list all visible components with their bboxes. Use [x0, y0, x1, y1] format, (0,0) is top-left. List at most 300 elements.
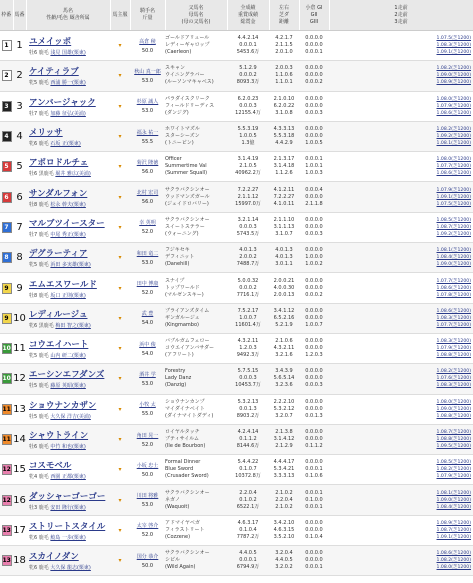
horse-name-link[interactable]: ストリートスタイル	[29, 521, 106, 532]
course-cell: 3.2.0.4 4.4.0.5 3.2.0.2	[269, 546, 299, 576]
horse-info: 牝4 鹿毛 西園 正都(栗東)	[29, 474, 86, 481]
totals-cell: 5.3.2.13 0.0.1.3 8903.2万	[227, 394, 269, 424]
waku-badge: 2	[2, 70, 12, 81]
horse-info: 牡7 鹿毛 中尾 秀正(栗東)	[29, 231, 86, 238]
waku-cell	[0, 364, 13, 394]
course-cell: 2.1.0.10 6.2.0.22 3.1.0.8	[269, 91, 299, 121]
recent-race-3[interactable]: 1.08.9(芝1200)	[436, 80, 471, 86]
recent-race-1[interactable]: 1.08.5(芝1200)	[436, 460, 471, 466]
silks-icon: ▾	[110, 303, 130, 333]
recent-race-1[interactable]: 1.08.2(芝1200)	[436, 369, 471, 375]
recent-races-cell[interactable]	[329, 364, 473, 394]
horse-name-link[interactable]: ダッシャーゴーゴー	[29, 491, 106, 502]
waku-cell	[0, 303, 13, 333]
recent-race-3[interactable]: 1.09.0(芝1200)	[436, 262, 471, 268]
horse-name-link[interactable]: ケイティラブ	[29, 67, 79, 78]
totals-cell: 5.4.4.22 0.1.0.7 10372.8万	[227, 455, 269, 485]
recent-race-3[interactable]: 1.08.3(芝1200)	[436, 383, 471, 389]
waku-cell	[0, 424, 13, 454]
horse-cell	[26, 243, 110, 273]
recent-races-cell[interactable]	[329, 273, 473, 303]
horse-name-link[interactable]: アポロドルチェ	[29, 158, 89, 169]
horse-name-link[interactable]: マルブツイースター	[29, 218, 105, 229]
jockey-link[interactable]: 小坂 忠士	[136, 462, 159, 469]
waku-cell	[0, 121, 13, 151]
waku-cell	[0, 485, 13, 515]
recent-races-cell[interactable]	[329, 91, 473, 121]
totals-cell: 4.4.2.14 0.0.0.1 5453.6万	[227, 31, 269, 61]
recent-race-2[interactable]: 1.08.8(芝1200)	[436, 437, 471, 442]
horse-number: 18	[13, 546, 26, 576]
horse-cell	[26, 212, 110, 242]
horse-number: 12	[13, 364, 26, 394]
weight: 53.0	[141, 259, 154, 266]
jockey-link[interactable]: 川田 将雅	[136, 493, 159, 500]
waku-cell	[0, 91, 13, 121]
pedigree-cell: サクラバクシンオー ネガノ (Waquoit)	[165, 485, 227, 515]
waku-cell	[0, 333, 13, 363]
horse-cell	[26, 394, 110, 424]
course-cell: 4.1.2.11 7.2.2.27 4.1.0.11	[269, 182, 299, 212]
jockey-link[interactable]: 角田 晃一	[136, 432, 159, 439]
weight: 56.0	[141, 168, 154, 175]
table-row	[0, 515, 473, 545]
table-row	[0, 31, 473, 61]
pedigree-cell: ゴールドアリュール レディーギャロップ (Caerleon)	[165, 31, 227, 61]
totals-cell: 3.1.4.19 2.1.0.5 40962.2万	[227, 152, 269, 182]
recent-race-2[interactable]: 1.08.7(芝1200)	[436, 527, 471, 533]
jockey-link[interactable]: 国分 恭介	[136, 553, 159, 560]
recent-race-3[interactable]: 1.09.5(芝1200)	[436, 444, 471, 449]
totals-cell: 4.0.1.3 2.0.0.2 7488.7万	[227, 243, 269, 273]
jockey-cell	[130, 424, 165, 454]
recent-race-2[interactable]: 1.09.0(芝1200)	[436, 73, 471, 79]
horse-name-link[interactable]: ショウナンカザン	[29, 400, 97, 411]
weight: 54.0	[141, 320, 154, 327]
recent-race-1[interactable]: 1.08.0(芝1200)	[436, 157, 471, 163]
silks-icon: ▾	[110, 243, 130, 273]
jockey-cell	[130, 485, 165, 515]
horse-number: 16	[13, 485, 26, 515]
recent-race-2[interactable]: 1.08.3(芝1200)	[436, 43, 471, 49]
recent-race-1[interactable]: 1.08.2(芝1200)	[436, 66, 471, 72]
trainer-link[interactable]: 大久保 洋吉(美浦)	[50, 413, 91, 420]
pedigree-cell: バブルガムフェロー コウエイアンバサダー (アフリート)	[165, 333, 227, 363]
totals-cell: 4.3.2.11 1.2.0.3 9492.3万	[227, 333, 269, 363]
jockey-cell	[130, 303, 165, 333]
grade-cell: 0.0.0.0 0.0.0.0 0.0.0.1	[299, 546, 329, 576]
pedigree-cell: サクラバクシンオー ウッドマンズガール (ジェイドロバリー)	[165, 182, 227, 212]
jockey-link[interactable]: 福永 祐一	[136, 129, 159, 136]
recent-races-cell[interactable]	[329, 515, 473, 545]
totals-cell: 7.2.2.27 2.1.1.12 15997.0万	[227, 182, 269, 212]
course-cell: 3.4.2.10 4.6.3.15 3.5.2.10	[269, 515, 299, 545]
totals-cell: 5.5.3.19 1.0.0.5 1.3億	[227, 121, 269, 151]
recent-race-2[interactable]: 1.09.1(芝1200)	[436, 194, 471, 200]
grade-cell: 0.0.0.0 0.0.0.0 1.2.0.3	[299, 333, 329, 363]
horse-name-link[interactable]: シャウトライン	[29, 431, 89, 441]
header-recent: 1走前 2走前 3走前	[329, 0, 473, 31]
recent-race-3[interactable]: 1.09.1(芝1200)	[436, 534, 471, 540]
horse-info: 牡5 鹿毛 大久保 洋吉(美浦)	[29, 413, 91, 420]
grade-cell: 0.0.0.0 1.0.0.0 1.0.0.2	[299, 243, 329, 273]
table-row	[0, 91, 473, 121]
totals-cell: 6.2.0.23 0.0.0.3 12155.4万	[227, 91, 269, 121]
course-cell: 2.1.0.6 4.3.2.11 3.2.1.6	[269, 333, 299, 363]
pedigree-cell: ロイヤルタッチ ブティサイルム (Ile de Bourbon)	[165, 424, 227, 454]
jockey-link[interactable]: 幸 英明	[139, 220, 156, 227]
jockey-cell	[130, 212, 165, 242]
horse-info: 牡7 鹿毛 加藤 征弘(美浦)	[29, 110, 86, 117]
jockey-link[interactable]: 北村 宏司	[136, 190, 159, 197]
grade-cell: 0.0.0.0 0.0.0.1 0.1.0.6	[299, 455, 329, 485]
recent-race-2[interactable]: 1.07.6(芝1200)	[436, 376, 471, 382]
jockey-link[interactable]: 浜中 俊	[139, 341, 156, 348]
recent-races-cell[interactable]	[329, 455, 473, 485]
horse-name-link[interactable]: サンダルフォン	[29, 188, 88, 199]
jockey-cell	[130, 243, 165, 273]
waku-cell	[0, 212, 13, 242]
totals-cell: 2.2.0.4 0.1.0.2 6522.1万	[227, 485, 269, 515]
recent-race-3[interactable]: 1.07.5(芝1200)	[436, 201, 471, 207]
jockey-link[interactable]: 高倉 稜	[139, 38, 156, 45]
horse-info: 牝6 鹿毛 大久保 龍志(栗東)	[29, 565, 91, 572]
trainer-link[interactable]: 藤原 英昭(栗東)	[50, 383, 86, 390]
horse-info: 牡6 黒鹿毛 堀井 雅広(美浦)	[29, 171, 91, 178]
horse-number: 17	[13, 515, 26, 545]
waku-badge: 5	[2, 161, 12, 172]
recent-race-3[interactable]: 1.08.6(芝1200)	[436, 110, 471, 116]
jockey-cell	[130, 152, 165, 182]
jockey-link[interactable]: 秋山 真一郎	[134, 68, 161, 75]
recent-races-cell[interactable]	[329, 243, 473, 273]
waku-badge: 13	[2, 526, 11, 534]
recent-race-3[interactable]: 1.08.8(芝1200)	[436, 353, 471, 359]
horse-info: 牡5 鹿毛 藤原 英昭(栗東)	[29, 383, 86, 390]
table-row	[0, 455, 473, 485]
pedigree-cell: パラダイスクリーク フィールドリーディス (ダンジグ)	[165, 91, 227, 121]
horse-name-link[interactable]: スカイノダン	[29, 552, 79, 563]
horse-info: 牡6 鹿毛 浅見 国雄(栗東)	[29, 50, 86, 57]
trainer-link[interactable]: 安田 隆行(栗東)	[50, 504, 86, 511]
horse-cell	[26, 424, 110, 454]
jockey-cell	[130, 455, 165, 485]
silks-icon: ▾	[110, 515, 130, 545]
pedigree-cell: ホワイトマズル スターシーズン (トニービン)	[165, 121, 227, 151]
recent-race-2[interactable]: 1.07.9(芝1200)	[436, 103, 471, 109]
recent-races-cell[interactable]	[329, 394, 473, 424]
recent-race-1[interactable]: 1.08.2(芝1200)	[436, 127, 471, 133]
recent-race-1[interactable]: 1.08.6(芝1200)	[436, 308, 471, 314]
grade-cell: 0.0.0.0 0.0.0.0 0.0.0.2	[299, 61, 329, 91]
silks-icon: ▾	[110, 91, 130, 121]
waku-badge: 11	[2, 405, 11, 413]
weight: 53.0	[141, 108, 154, 115]
horse-name-link[interactable]: コウエイハート	[29, 340, 89, 351]
recent-race-1[interactable]: 1.08.7(芝1200)	[436, 430, 471, 435]
recent-race-2[interactable]: 1.08.2(芝1200)	[436, 558, 471, 564]
jockey-cell	[130, 394, 165, 424]
recent-race-1[interactable]: 1.08.0(芝1200)	[436, 96, 471, 102]
horse-cell	[26, 121, 110, 151]
recent-race-1[interactable]: 1.07.9(芝1200)	[436, 187, 471, 193]
waku-badge: 7	[2, 222, 12, 233]
recent-races-cell[interactable]	[329, 182, 473, 212]
recent-race-3[interactable]: 1.08.0(芝1200)	[436, 565, 471, 571]
pedigree-cell: ブライアンズタイム ギンガルージュ (Kingmambo)	[165, 303, 227, 333]
recent-race-3[interactable]: 1.07.9(芝1200)	[436, 474, 471, 480]
recent-race-1[interactable]: 1.08.3(芝1200)	[436, 339, 471, 345]
horse-info: 牝6 鹿毛 石坂 正(栗東)	[29, 141, 81, 148]
header-mark: 馬主服	[110, 0, 130, 31]
recent-race-1[interactable]: 1.07.7(芝1200)	[436, 278, 471, 284]
waku-badge: 4	[2, 131, 12, 142]
waku-cell	[0, 61, 13, 91]
recent-race-2[interactable]: 1.09.0(芝1200)	[436, 406, 471, 412]
jockey-link[interactable]: 小牧 太	[139, 402, 156, 409]
trainer-link[interactable]: 浅見 国雄(栗東)	[50, 50, 86, 57]
silks-icon: ▾	[110, 394, 130, 424]
horse-name-link[interactable]: デグラーティア	[29, 249, 88, 260]
trainer-link[interactable]: 石坂 正(栗東)	[50, 141, 81, 148]
jockey-link[interactable]: 田中 博康	[136, 281, 159, 288]
table-body	[0, 31, 473, 576]
trainer-link[interactable]: 大久保 龍志(栗東)	[50, 565, 91, 572]
recent-race-1[interactable]: 1.08.0(芝1200)	[436, 399, 471, 405]
horse-info: 牡8 鹿毛 坂口 正則(栗東)	[29, 292, 86, 299]
recent-race-2[interactable]: 1.08.7(芝1200)	[436, 224, 471, 230]
trainer-link[interactable]: 加藤 征弘(美浦)	[50, 110, 86, 117]
trainer-link[interactable]: 山内 研二(栗東)	[50, 353, 86, 360]
horse-number: 8	[13, 243, 26, 273]
recent-races-cell[interactable]	[329, 424, 473, 454]
table-row	[0, 364, 473, 394]
recent-race-1[interactable]: 1.07.5(芝1200)	[436, 36, 471, 42]
horse-cell	[26, 61, 110, 91]
course-cell: 4.4.4.17 5.3.4.21 3.3.3.13	[269, 455, 299, 485]
waku-badge: 6	[2, 192, 12, 203]
silks-icon: ▾	[110, 546, 130, 576]
course-cell: 2.0.0.3 1.1.0.6 1.1.0.1	[269, 61, 299, 91]
trainer-link[interactable]: 中竹 和也(栗東)	[50, 444, 86, 450]
recent-race-3[interactable]: 1.08.6(芝1200)	[436, 171, 471, 177]
trainer-link[interactable]: 鮫島 一歩(栗東)	[50, 534, 86, 541]
silks-icon: ▾	[110, 121, 130, 151]
course-cell: 4.0.1.3 4.0.1.3 3.0.1.1	[269, 243, 299, 273]
horse-number: 5	[13, 152, 26, 182]
table-row	[0, 303, 473, 333]
pedigree-cell: Officer Summertime Val (Summer Squall)	[165, 152, 227, 182]
waku-cell	[0, 546, 13, 576]
header-totals: 全成績 重賞成績 総賞金	[227, 0, 269, 31]
course-cell: 2.1.1.10 3.1.1.13 3.1.0.7	[269, 212, 299, 242]
weight: 50.0	[141, 471, 154, 478]
course-cell: 3.4.3.9 5.6.5.14 3.2.3.6	[269, 364, 299, 394]
horse-number: 2	[13, 61, 26, 91]
recent-races-cell[interactable]	[329, 212, 473, 242]
pedigree-cell: サクラバクシンオー スイートステラー (ウォーニング)	[165, 212, 227, 242]
jockey-link[interactable]: 太宰 啓介	[136, 523, 159, 530]
horse-name-link[interactable]: アンバージャック	[29, 97, 96, 108]
recent-race-3[interactable]: 1.08.4(芝1200)	[436, 504, 471, 510]
table-header	[0, 0, 473, 31]
pedigree-cell: アドマイヤベガ フィラストリート (Cozzene)	[165, 515, 227, 545]
silks-icon: ▾	[110, 152, 130, 182]
waku-cell	[0, 455, 13, 485]
silks-icon: ▾	[110, 333, 130, 363]
recent-races-cell[interactable]	[329, 303, 473, 333]
horse-info: 牝5 鹿毛 西浦 勝一(栗東)	[29, 80, 86, 87]
weight: 52.0	[141, 229, 154, 236]
waku-badge: 8	[2, 252, 12, 263]
trainer-link[interactable]: 松永 幹夫(栗東)	[50, 201, 86, 208]
weight: 53.0	[141, 77, 154, 84]
horse-number: 15	[13, 455, 26, 485]
grade-cell: 0.0.0.1 0.1.0.0 0.0.0.1	[299, 485, 329, 515]
recent-race-1[interactable]: 1.08.9(芝1200)	[436, 520, 471, 526]
totals-cell: 5.7.5.15 0.0.0.3 10453.7万	[227, 364, 269, 394]
horse-name-link[interactable]: メリッサ	[29, 128, 63, 139]
weight: 52.0	[141, 532, 154, 539]
header-uma: 馬番	[13, 0, 26, 31]
recent-race-3[interactable]: 1.09.1(芝1200)	[436, 50, 471, 56]
trainer-link[interactable]: 梅田 智之(栗東)	[55, 322, 91, 329]
recent-races-cell[interactable]	[329, 485, 473, 515]
horse-number: 9	[13, 273, 26, 303]
jockey-cell	[130, 364, 165, 394]
waku-cell	[0, 243, 13, 273]
totals-cell: 4.2.4.14 0.1.1.2 8144.6万	[227, 424, 269, 454]
horse-cell	[26, 31, 110, 61]
horse-name-link[interactable]: ユメイッポ	[29, 37, 72, 48]
jockey-link[interactable]: 杉原 誠人	[136, 99, 159, 106]
horse-name-link[interactable]: エムエスワールド	[29, 279, 97, 290]
recent-race-2[interactable]: 1.08.3(芝1200)	[436, 315, 471, 321]
recent-races-cell[interactable]	[329, 152, 473, 182]
recent-race-3[interactable]: 1.07.7(芝1200)	[436, 322, 471, 328]
grade-cell: 0.0.0.4 0.0.0.0 2.1.1.8	[299, 182, 329, 212]
horse-name-link[interactable]: コスモベル	[29, 461, 72, 472]
recent-races-cell[interactable]	[329, 31, 473, 61]
horse-number: 14	[13, 424, 26, 454]
recent-race-2[interactable]: 1.08.6(芝1200)	[436, 285, 471, 291]
recent-race-2[interactable]: 1.08.2(芝1200)	[436, 467, 471, 473]
horse-cell	[26, 455, 110, 485]
horse-cell	[26, 546, 110, 576]
horse-cell	[26, 91, 110, 121]
recent-race-1[interactable]: 1.08.1(芝1200)	[436, 490, 471, 496]
weight: 53.0	[141, 380, 154, 387]
horse-info: 牝6 黒鹿毛 梅田 智之(栗東)	[29, 322, 91, 329]
silks-icon: ▾	[110, 31, 130, 61]
recent-race-1[interactable]: 1.08.1(芝1200)	[436, 248, 471, 254]
waku-badge: 9	[2, 283, 12, 294]
recent-race-3[interactable]: 1.07.8(芝1200)	[436, 292, 471, 298]
trainer-link[interactable]: 堀井 雅広(美浦)	[55, 171, 91, 178]
jockey-link[interactable]: 和田 竜二	[136, 250, 159, 257]
grade-cell: 0.0.0.0 0.0.0.0 0.0.0.2	[299, 273, 329, 303]
silks-icon: ▾	[110, 455, 130, 485]
recent-race-3[interactable]: 1.08.8(芝1200)	[436, 413, 471, 419]
jockey-cell	[130, 333, 165, 363]
waku-badge: 12	[2, 466, 11, 474]
waku-badge: 10	[2, 345, 11, 353]
table-row	[0, 121, 473, 151]
horse-number: 1	[13, 31, 26, 61]
weight: 54.0	[141, 350, 154, 357]
recent-race-3[interactable]: 1.09.2(芝1200)	[436, 231, 471, 237]
silks-icon: ▾	[110, 364, 130, 394]
jockey-cell	[130, 273, 165, 303]
waku-badge: 1	[2, 40, 12, 51]
trainer-link[interactable]: 西園 正都(栗東)	[50, 474, 86, 481]
waku-cell	[0, 515, 13, 545]
recent-race-2[interactable]: 1.07.7(芝1200)	[436, 164, 471, 170]
recent-race-1[interactable]: 1.08.5(芝1200)	[436, 217, 471, 223]
recent-races-cell[interactable]	[329, 61, 473, 91]
grade-cell: 0.0.0.0 0.0.0.0 0.0.0.1	[299, 31, 329, 61]
table-row	[0, 546, 473, 576]
waku-badge: 9	[2, 313, 12, 324]
horse-name-link[interactable]: エーシンエフダンズ	[29, 370, 105, 381]
totals-cell: 5.1.2.9 0.0.0.2 8093.3万	[227, 61, 269, 91]
jockey-link[interactable]: 酒井 学	[139, 371, 156, 378]
horse-number: 7	[13, 212, 26, 242]
weight: 55.5	[141, 138, 154, 145]
course-cell: 2.2.2.10 5.3.2.12 3.2.0.7	[269, 394, 299, 424]
jockey-link[interactable]: 武 豊	[141, 311, 154, 318]
recent-race-3[interactable]: 1.08.1(芝1200)	[436, 141, 471, 147]
jockey-cell	[130, 182, 165, 212]
jockey-link[interactable]: 菊沢 隆徳	[136, 159, 159, 166]
recent-race-2[interactable]: 1.09.2(芝1200)	[436, 134, 471, 140]
recent-race-2[interactable]: 1.07.9(芝1200)	[436, 346, 471, 352]
horse-info: 牡3 鹿毛 安田 隆行(栗東)	[29, 504, 86, 511]
header-waku: 枠番	[0, 0, 13, 31]
waku-cell	[0, 152, 13, 182]
trainer-link[interactable]: 中尾 秀正(栗東)	[50, 231, 86, 238]
weight: 53.0	[141, 502, 154, 509]
horse-number: 4	[13, 121, 26, 151]
horse-cell	[26, 303, 110, 333]
trainer-link[interactable]: 浜田 多実雄(栗東)	[50, 262, 91, 269]
recent-race-1[interactable]: 1.08.6(芝1200)	[436, 551, 471, 557]
silks-icon: ▾	[110, 485, 130, 515]
pedigree-cell: スキャン ウイニングラバー (ルーソンマキャベス)	[165, 61, 227, 91]
recent-race-2[interactable]: 1.08.4(芝1200)	[436, 255, 471, 261]
horse-info: 牝5 鹿毛 浜田 多実雄(栗東)	[29, 262, 91, 269]
header-course: 左右 芝ダ 距離	[269, 0, 299, 31]
course-cell: 2.1.3.8 3.1.4.12 2.1.2.9	[269, 424, 299, 454]
weight: 52.0	[141, 290, 154, 297]
header-pedigree: 父馬名 母馬名 (母の父馬名)	[165, 0, 227, 31]
table-row	[0, 424, 473, 454]
grade-cell: 0.0.0.1 1.0.0.1 1.0.0.3	[299, 152, 329, 182]
recent-race-2[interactable]: 1.09.0(芝1200)	[436, 497, 471, 503]
trainer-link[interactable]: 坂口 正則(栗東)	[50, 292, 86, 299]
table-row	[0, 61, 473, 91]
waku-cell	[0, 273, 13, 303]
recent-races-cell[interactable]	[329, 333, 473, 363]
course-cell: 4.3.3.13 5.5.3.18 4.4.2.9	[269, 121, 299, 151]
horse-name-link[interactable]: レディルージュ	[29, 309, 88, 320]
trainer-link[interactable]: 西浦 勝一(栗東)	[50, 80, 86, 87]
recent-races-cell[interactable]	[329, 546, 473, 576]
horse-cell	[26, 182, 110, 212]
horse-number: 6	[13, 182, 26, 212]
waku-cell	[0, 394, 13, 424]
recent-races-cell[interactable]	[329, 121, 473, 151]
